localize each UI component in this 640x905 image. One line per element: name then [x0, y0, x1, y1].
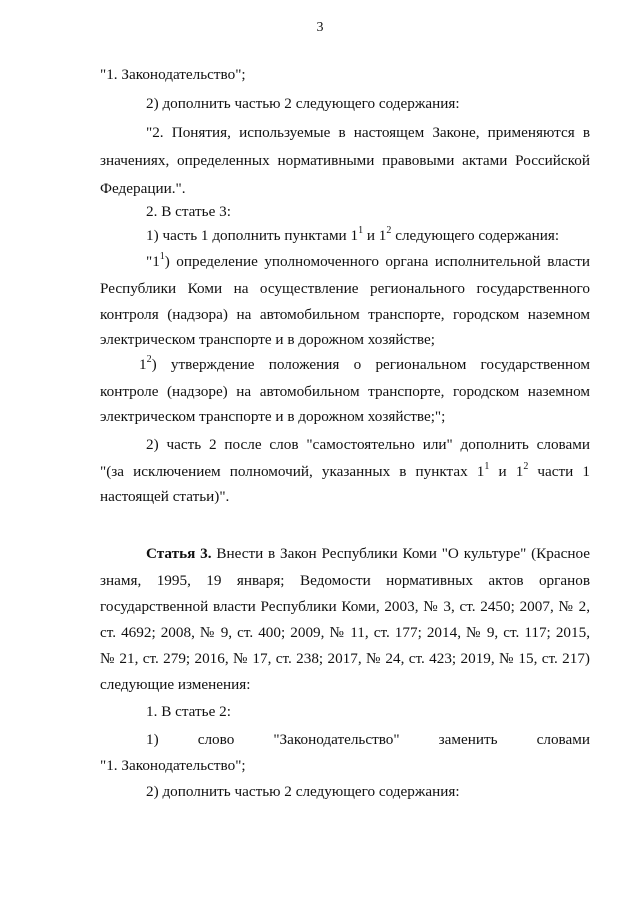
text-line: 1) часть 1 дополнить пунктами $1^1$ и $1^2$ следующего содержания:	[146, 224, 560, 244]
text-line: Республики Коми на осуществление регионального государственного	[100, 280, 590, 297]
article-heading: Статья 3.	[146, 545, 212, 562]
superscript: 1	[484, 460, 490, 472]
superscript: 2	[386, 224, 392, 236]
text-line: значениях, определенных нормативными правовыми актами Российской	[100, 152, 590, 169]
text-line: № 21, ст. 279; 2016, № 17, ст. 238; 2017, № 24, ст. 423; 2019, № 15, ст. 217)	[100, 650, 590, 667]
text-line: следующие изменения:	[100, 676, 251, 693]
text-line: "1. Законодательство";	[100, 757, 246, 774]
text-line: электрическом транспорте и в дорожном хозяйстве;";	[100, 408, 446, 425]
superscript: 2	[523, 460, 529, 472]
text-line: государственной власти Республики Коми, 2003, № 3, ст. 2450; 2007, № 2,	[100, 598, 590, 615]
superscript: 2	[146, 353, 152, 365]
text-line: знамя, 1995, 19 января; Ведомости нормативных актов органов	[100, 572, 590, 589]
page-number: 3	[316, 20, 324, 35]
text-line: 2. В статье 3:	[146, 203, 231, 220]
text-line: ст. 4692; 2008, № 9, ст. 400; 2009, № 11, ст. 177; 2014, № 9, ст. 117; 2015,	[100, 624, 590, 641]
text-line: контроля (надзора) на автомобильном транспорте, городском наземном	[100, 306, 590, 323]
text-line: 2) часть 2 после слов "самостоятельно или" дополнить словами	[146, 436, 590, 453]
text-line: "2. Понятия, используемые в настоящем Законе, применяются в	[146, 124, 590, 141]
text-line: Федерации.".	[100, 180, 186, 197]
text-line: 1. В статье 2:	[146, 703, 231, 720]
text-line: "1. Законодательство";	[100, 66, 246, 83]
text-line: 2) дополнить частью 2 следующего содержания:	[146, 783, 460, 800]
superscript: 1	[358, 224, 364, 236]
text-line: "$1^1$) определение уполномоченного органа исполнительной власти	[146, 250, 590, 270]
superscript: 1	[159, 250, 165, 262]
text-line: настоящей статьи)".	[100, 488, 230, 505]
text-line: 2) дополнить частью 2 следующего содержания:	[146, 95, 460, 112]
article-heading-line: Статья 3. Внести в Закон Республики Коми "О культуре" (Красное	[146, 545, 590, 562]
text-line: "(за исключением полномочий, указанных в пунктах $1^1$ и $1^2$ части 1	[100, 460, 590, 480]
text-line: электрическом транспорте и в дорожном хозяйстве;	[100, 331, 435, 348]
text-line: 1) слово "Законодательство" заменить словами	[146, 731, 591, 748]
text-line: $1^2$) утверждение положения о региональном государственном	[139, 353, 590, 373]
text-line: контроле (надзоре) на автомобильном транспорте, городском наземном	[100, 383, 590, 400]
